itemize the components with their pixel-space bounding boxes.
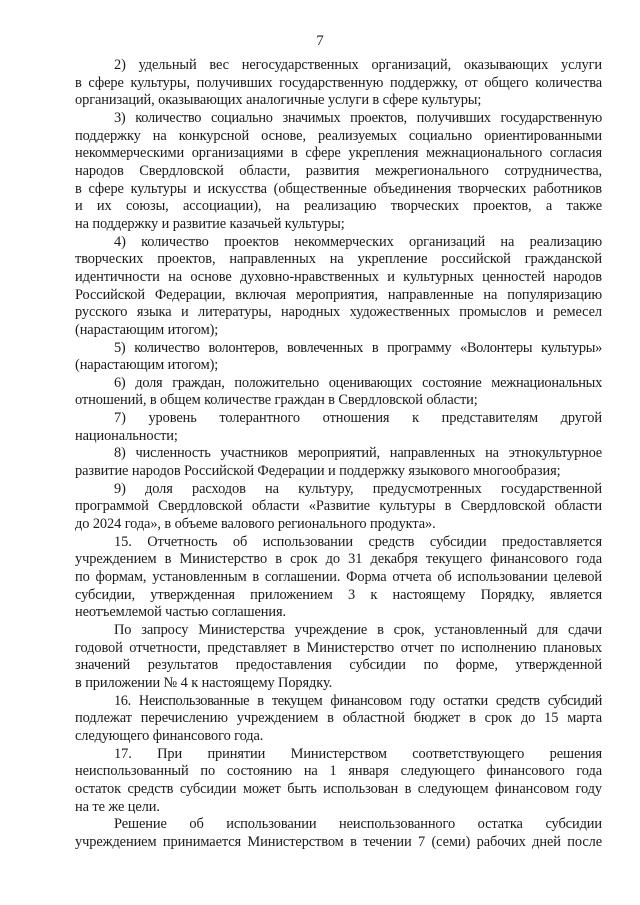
text-line: 6) доля граждан, положительно оценивающих состояние межнациональных	[114, 374, 602, 391]
text-line: в сфере культуры, получивших государственную поддержку, от общего количества	[75, 74, 602, 91]
text-line: 5) количество волонтеров, вовлеченных в программу «Волонтеры культуры»	[114, 339, 602, 356]
text-line: учреждением принимается Министерством в течении 7 (семи) рабочих дней после	[75, 833, 602, 850]
page-number: 7	[316, 33, 324, 49]
text-line: остаток средств субсидии может быть использован в следующем финансовом году	[75, 780, 602, 797]
text-line: русского языка и литературы, народных художественных промыслов и ремесел	[75, 304, 602, 321]
text-line: национальности;	[75, 427, 178, 444]
paragraph	[75, 57, 602, 110]
text-line: следующего финансового года.	[75, 727, 264, 744]
text-line: в приложении № 4 к настоящему Порядку.	[75, 674, 333, 691]
text-line: подлежат перечислению учреждением в областной бюджет в срок до 15 марта	[75, 710, 602, 727]
paragraph	[75, 622, 602, 693]
text-line: По запросу Министерства учреждение в срок, установленный для сдачи	[114, 622, 602, 638]
document-body	[75, 57, 602, 852]
text-line: Решение об использовании неиспользованного остатка субсидии	[114, 816, 602, 833]
text-line: 8) численность участников мероприятий, направленных на этнокультурное	[114, 445, 602, 462]
text-line: отношений, в общем количестве граждан в Свердловской области;	[75, 392, 478, 409]
text-line: в сфере культуры и искусства (общественные объединения творческих работников	[75, 180, 602, 197]
paragraph	[75, 110, 602, 234]
paragraph	[75, 481, 602, 534]
text-line: до 2024 года», в объеме валового регионального продукта».	[75, 516, 436, 533]
paragraph	[75, 340, 602, 375]
text-line: на те же цели.	[75, 798, 160, 815]
text-line: творческих проектов, направленных на укрепление российской гражданской	[75, 251, 602, 268]
text-line: неиспользованный по состоянию на 1 января следующего финансового года	[75, 763, 602, 780]
text-line: народов Свердловской области, развития межрегионального сотрудничества,	[75, 162, 602, 179]
text-line: 3) количество социально значимых проектов, получивших государственную	[114, 109, 602, 126]
text-line: неотъемлемой частью соглашения.	[75, 604, 287, 621]
text-line: годовой отчетности, представляет в Министерство отчет по исполнению плановых	[75, 639, 602, 656]
text-line: организаций, оказывающих аналогичные услуги в сфере культуры;	[75, 92, 482, 109]
paragraph	[75, 816, 602, 851]
text-line: 4) количество проектов некоммерческих организаций на реализацию	[114, 233, 602, 250]
text-line: на поддержку и развитие казачьей культуры;	[75, 215, 345, 232]
text-line: Российской Федерации, включая мероприятия, направленные на популяризацию	[75, 286, 602, 303]
text-line: субсидии, утвержденная приложением 3 к настоящему Порядку, является	[75, 586, 602, 603]
text-line: учреждением в Министерство в срок до 31 декабря текущего финансового года	[75, 551, 602, 568]
paragraph	[75, 375, 602, 410]
text-line: (нарастающим итогом);	[75, 321, 219, 338]
paragraph	[75, 445, 602, 480]
text-line: идентичности на основе духовно-нравственных и культурных ценностей народов	[75, 268, 602, 285]
text-line: (нарастающим итогом);	[75, 357, 219, 374]
paragraph	[75, 746, 602, 817]
text-line: значений результатов предоставления субсидии по форме, утвержденной	[75, 657, 602, 674]
text-line: программой Свердловской области «Развитие культуры в Свердловской области	[75, 498, 602, 515]
text-line: 7) уровень толерантного отношения к представителям другой	[114, 410, 602, 427]
text-line: поддержку на конкурсной основе, реализуемых социально ориентированными	[75, 127, 602, 144]
text-line: 9) доля расходов на культуру, предусмотренных государственной	[114, 480, 602, 497]
text-line: 15. Отчетность об использовании средств субсидии предоставляется	[114, 533, 602, 550]
text-line: 17. При принятии Министерством соответствующего решения	[114, 745, 602, 762]
paragraph	[75, 410, 602, 445]
text-line: развитие народов Российской Федерации и поддержку языкового многообразия;	[75, 463, 561, 480]
paragraph	[75, 234, 602, 340]
text-line: и их союзы, ассоциации), на реализацию творческих проектов, а также	[75, 198, 602, 215]
text-line: по формам, установленным в соглашении. Форма отчета об использовании целевой	[75, 569, 602, 586]
text-line: 2) удельный вес негосударственных организаций, оказывающих услуги	[114, 57, 602, 73]
paragraph	[75, 693, 602, 746]
paragraph	[75, 534, 602, 622]
text-line: некоммерческими организациями в сфере укрепления межнационального согласия	[75, 145, 602, 162]
text-line: 16. Неиспользованные в текущем финансовом году остатки средств субсидий	[114, 692, 602, 709]
